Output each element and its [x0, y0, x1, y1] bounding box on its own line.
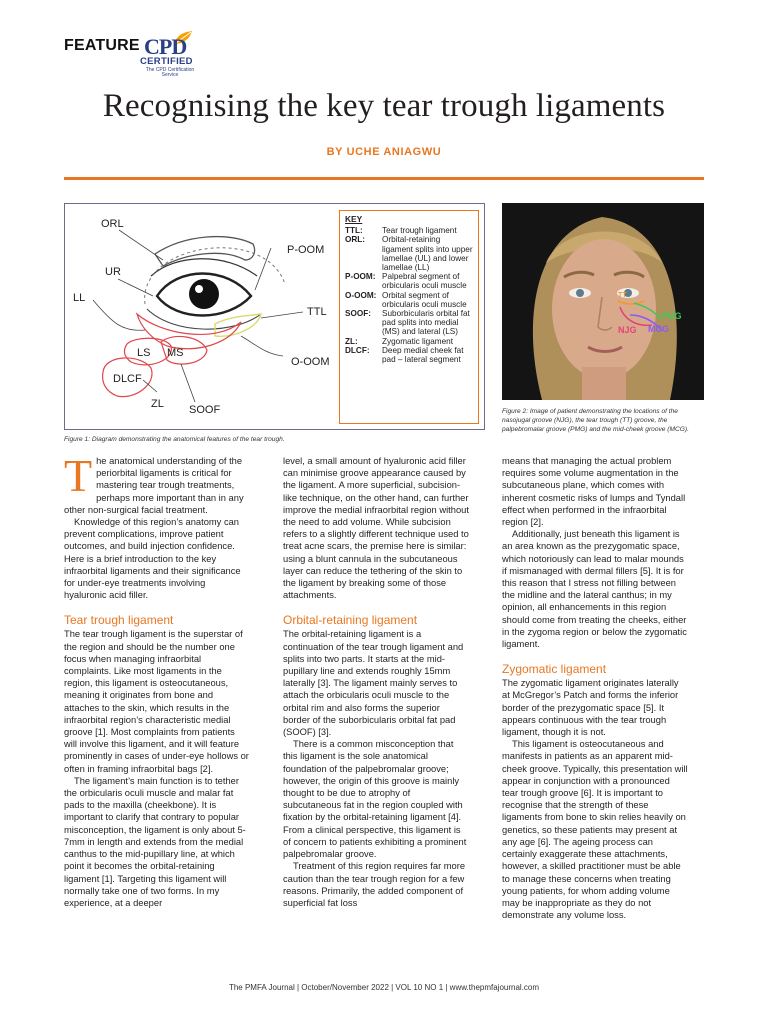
accent-rule — [64, 177, 704, 180]
label-ll: LL — [73, 292, 86, 304]
label-p-oom: P-OOM — [287, 244, 325, 256]
label-mcg: MCG — [648, 324, 669, 334]
page-footer: The PMFA Journal | October/November 2022 | VOL 10 NO 1 | www.thepmfajournal.com — [228, 983, 540, 992]
key-row: SOOF: Suborbicularis orbital fat pad splits into medial (MS) and lateral (LS) — [345, 309, 470, 337]
article-column-2 — [283, 455, 469, 909]
label-dlcf: DLCF — [113, 373, 142, 385]
label-ls: LS — [137, 347, 151, 359]
key-row: TTL: Tear trough ligament — [345, 226, 457, 236]
key-title: KEY — [345, 214, 363, 224]
paragraph: The tear trough ligament is the superstar of the region and should be the number one focus when managing infraorbital complaints. Like most ligaments in the region, this ligament is osteocutaneous, meaning it originates from bone and attaches to the skin, which results in the infraorbital region’s characteristic medial groove [1]. Most complaints from patients will involve this ligament, and it will feature prominently in cases of under-eye hollows or often in framing infraorbital bags [2]. — [64, 629, 249, 774]
label-soof: SOOF — [189, 404, 221, 416]
cpd-certified-badge — [136, 30, 196, 78]
label-ur: UR — [105, 266, 121, 278]
paragraph: This ligament is osteocutaneous and manifests in patients as an apparent mid-cheek groove. Typically, this presentation will appear in conjunction with a pronounced tear trough groove [6]. It is important to recognise that the strength of these ligaments from bone to skin relies heavily on genetics, so these patients may present at any age [6]. The ageing process can certainly exaggerate these attachments, however, a skilled practitioner must be able to manage these concerns when treating young patients, for whom adding volume may be inappropriate as they do not demonstrate any volume loss. — [502, 739, 688, 921]
paragraph: Treatment of this region requires far more caution than the tear trough region for a few reasons. Primarily, the added component of superficial fat loss — [283, 861, 466, 908]
article-column-1 — [64, 450, 250, 909]
eye-anatomy-illustration — [65, 204, 337, 429]
patient-photo — [502, 203, 704, 400]
figure-1-diagram — [64, 203, 485, 430]
section-heading-tear-trough: Tear trough ligament — [64, 613, 174, 628]
paragraph: level, a small amount of hyaluronic acid filler can minimise groove appearance caused by the ligament. A more superficial, subcision-like technique, on the other hand, can further improve the medial infraorbital region without the need to add volume. While subcision refers to a slightly different technique used to treat acne scars, the premise here is similar: using a blunt cannula in the subcutaneous layer can reduce the tethering of the skin to the ligament by breaking some of those attachments. — [283, 456, 469, 601]
paragraph: The ligament’s main function is to tether the orbicularis oculi muscle and malar fat pads to the maxilla (cheekbone). It is important to clarify that contrary to popular misconception, the ligament is only about 5-7mm in length and extends from the medial canthus to the mid-pupillary line, at which point it becomes the orbital-retaining ligament [1]. Targeting this ligament will normally take one of two forms. In my experience, at a deeper — [64, 775, 246, 908]
figure-key — [339, 210, 479, 424]
label-tt: TT — [618, 292, 627, 299]
byline: BY UCHE ANIAGWU — [326, 146, 442, 158]
section-heading-orbital-retaining: Orbital-retaining ligament — [283, 613, 418, 628]
drop-cap: T — [64, 450, 93, 501]
section-label: FEATURE — [64, 37, 140, 54]
figure-1-caption: Figure 1: Diagram demonstrating the anatomical features of the tear trough. — [64, 436, 285, 443]
label-o-oom: O-OOM — [291, 356, 330, 368]
article-title: Recognising the key tear trough ligaments — [102, 88, 666, 124]
paragraph: Knowledge of this region’s anatomy can prevent complications, improve patient outcomes, and build injection confidence. Here is a brief introduction to the key infraorbital ligaments and their significance for under-eye treatments involving hyaluronic acid filler. — [64, 517, 241, 601]
paragraph: The zygomatic ligament originates laterally at McGregor’s Patch and forms the inferior border of the prezygomatic space [5]. It appears continuous with the tear trough ligament, though it is not. — [502, 678, 679, 738]
paragraph: The orbital-retaining ligament is a continuation of the tear trough ligament and splits into two parts. It starts at the mid-pupillary line and extends roughly 15mm laterally [3]. The ligament mainly serves to attach the orbicularis oculi muscle to the orbital rim and also forms the superior border of the suborbicularis orbital fat pad (SOOF) [3]. — [283, 629, 464, 738]
label-zl: ZL — [151, 398, 164, 410]
badge-sub: CERTIFIED — [140, 56, 193, 67]
key-row: P-OOM: Palpebral segment of orbicularis oculi muscle — [345, 272, 467, 291]
section-heading-zygomatic: Zygomatic ligament — [502, 662, 607, 677]
key-row: DLCF: Deep medial cheek fat pad – lateral segment — [345, 345, 464, 365]
paragraph: means that managing the actual problem requires some volume augmentation in the subcutaneous plane, which comes with inherent cosmetic risks of lumps and Tyndall effect when performed in the infraorbital region [2]. — [502, 456, 686, 528]
key-row: ZL: Zygomatic ligament — [345, 336, 453, 346]
label-orl: ORL — [101, 218, 124, 230]
badge-main: CPD — [144, 34, 187, 59]
key-row: O-OOM: Orbital segment of orbicularis oculi muscle — [345, 290, 467, 309]
label-pmg: PMG — [661, 311, 682, 321]
badge-service: The CPD Certification Service — [145, 67, 195, 78]
intro-paragraph: The anatomical understanding of the periorbital ligaments is critical for mastering tear trough treatments, perhaps more important than in any other non-surgical facial treatment. — [64, 450, 244, 515]
label-ms: MS — [167, 347, 184, 359]
label-ttl: TTL — [307, 306, 327, 318]
paragraph: Additionally, just beneath this ligament is an area known as the prezygomatic space, which notoriously can lead to malar mounds if mismanaged with dermal fillers [5]. It is for this reason that I stress not filling between the midline and the lateral canthus; in my opinion, all enhancements in this region should come from treating the cheeks, either in the zygoma region or below the zygomatic ligament. — [502, 529, 687, 650]
paragraph: There is a common misconception that this ligament is the sole anatomical foundation of the palpebromalar groove; however, the origin of this groove is mainly thought to be due to atrophy of subcutaneous fat in the region coupled with fixation by the orbital-retaining ligament [4]. From a clinical perspective, this ligament is of concern to patients exhibiting a prominent palpebromalar groove. — [283, 739, 467, 860]
label-njg: NJG — [618, 325, 637, 335]
figure-2-caption: Figure 2: Image of patient demonstrating the locations of the nasojugal groove (NJG), the tear trough (TT) groove, the palpebromalar groove (PMG) and the mid-cheek groove (MCG). — [502, 408, 689, 433]
article-column-3 — [502, 455, 688, 921]
key-row: ORL: Orbital-retaining ligament splits into upper lamellae (UL) and lower lamellae (LL) — [345, 235, 473, 273]
patient-face-illustration — [502, 203, 704, 400]
